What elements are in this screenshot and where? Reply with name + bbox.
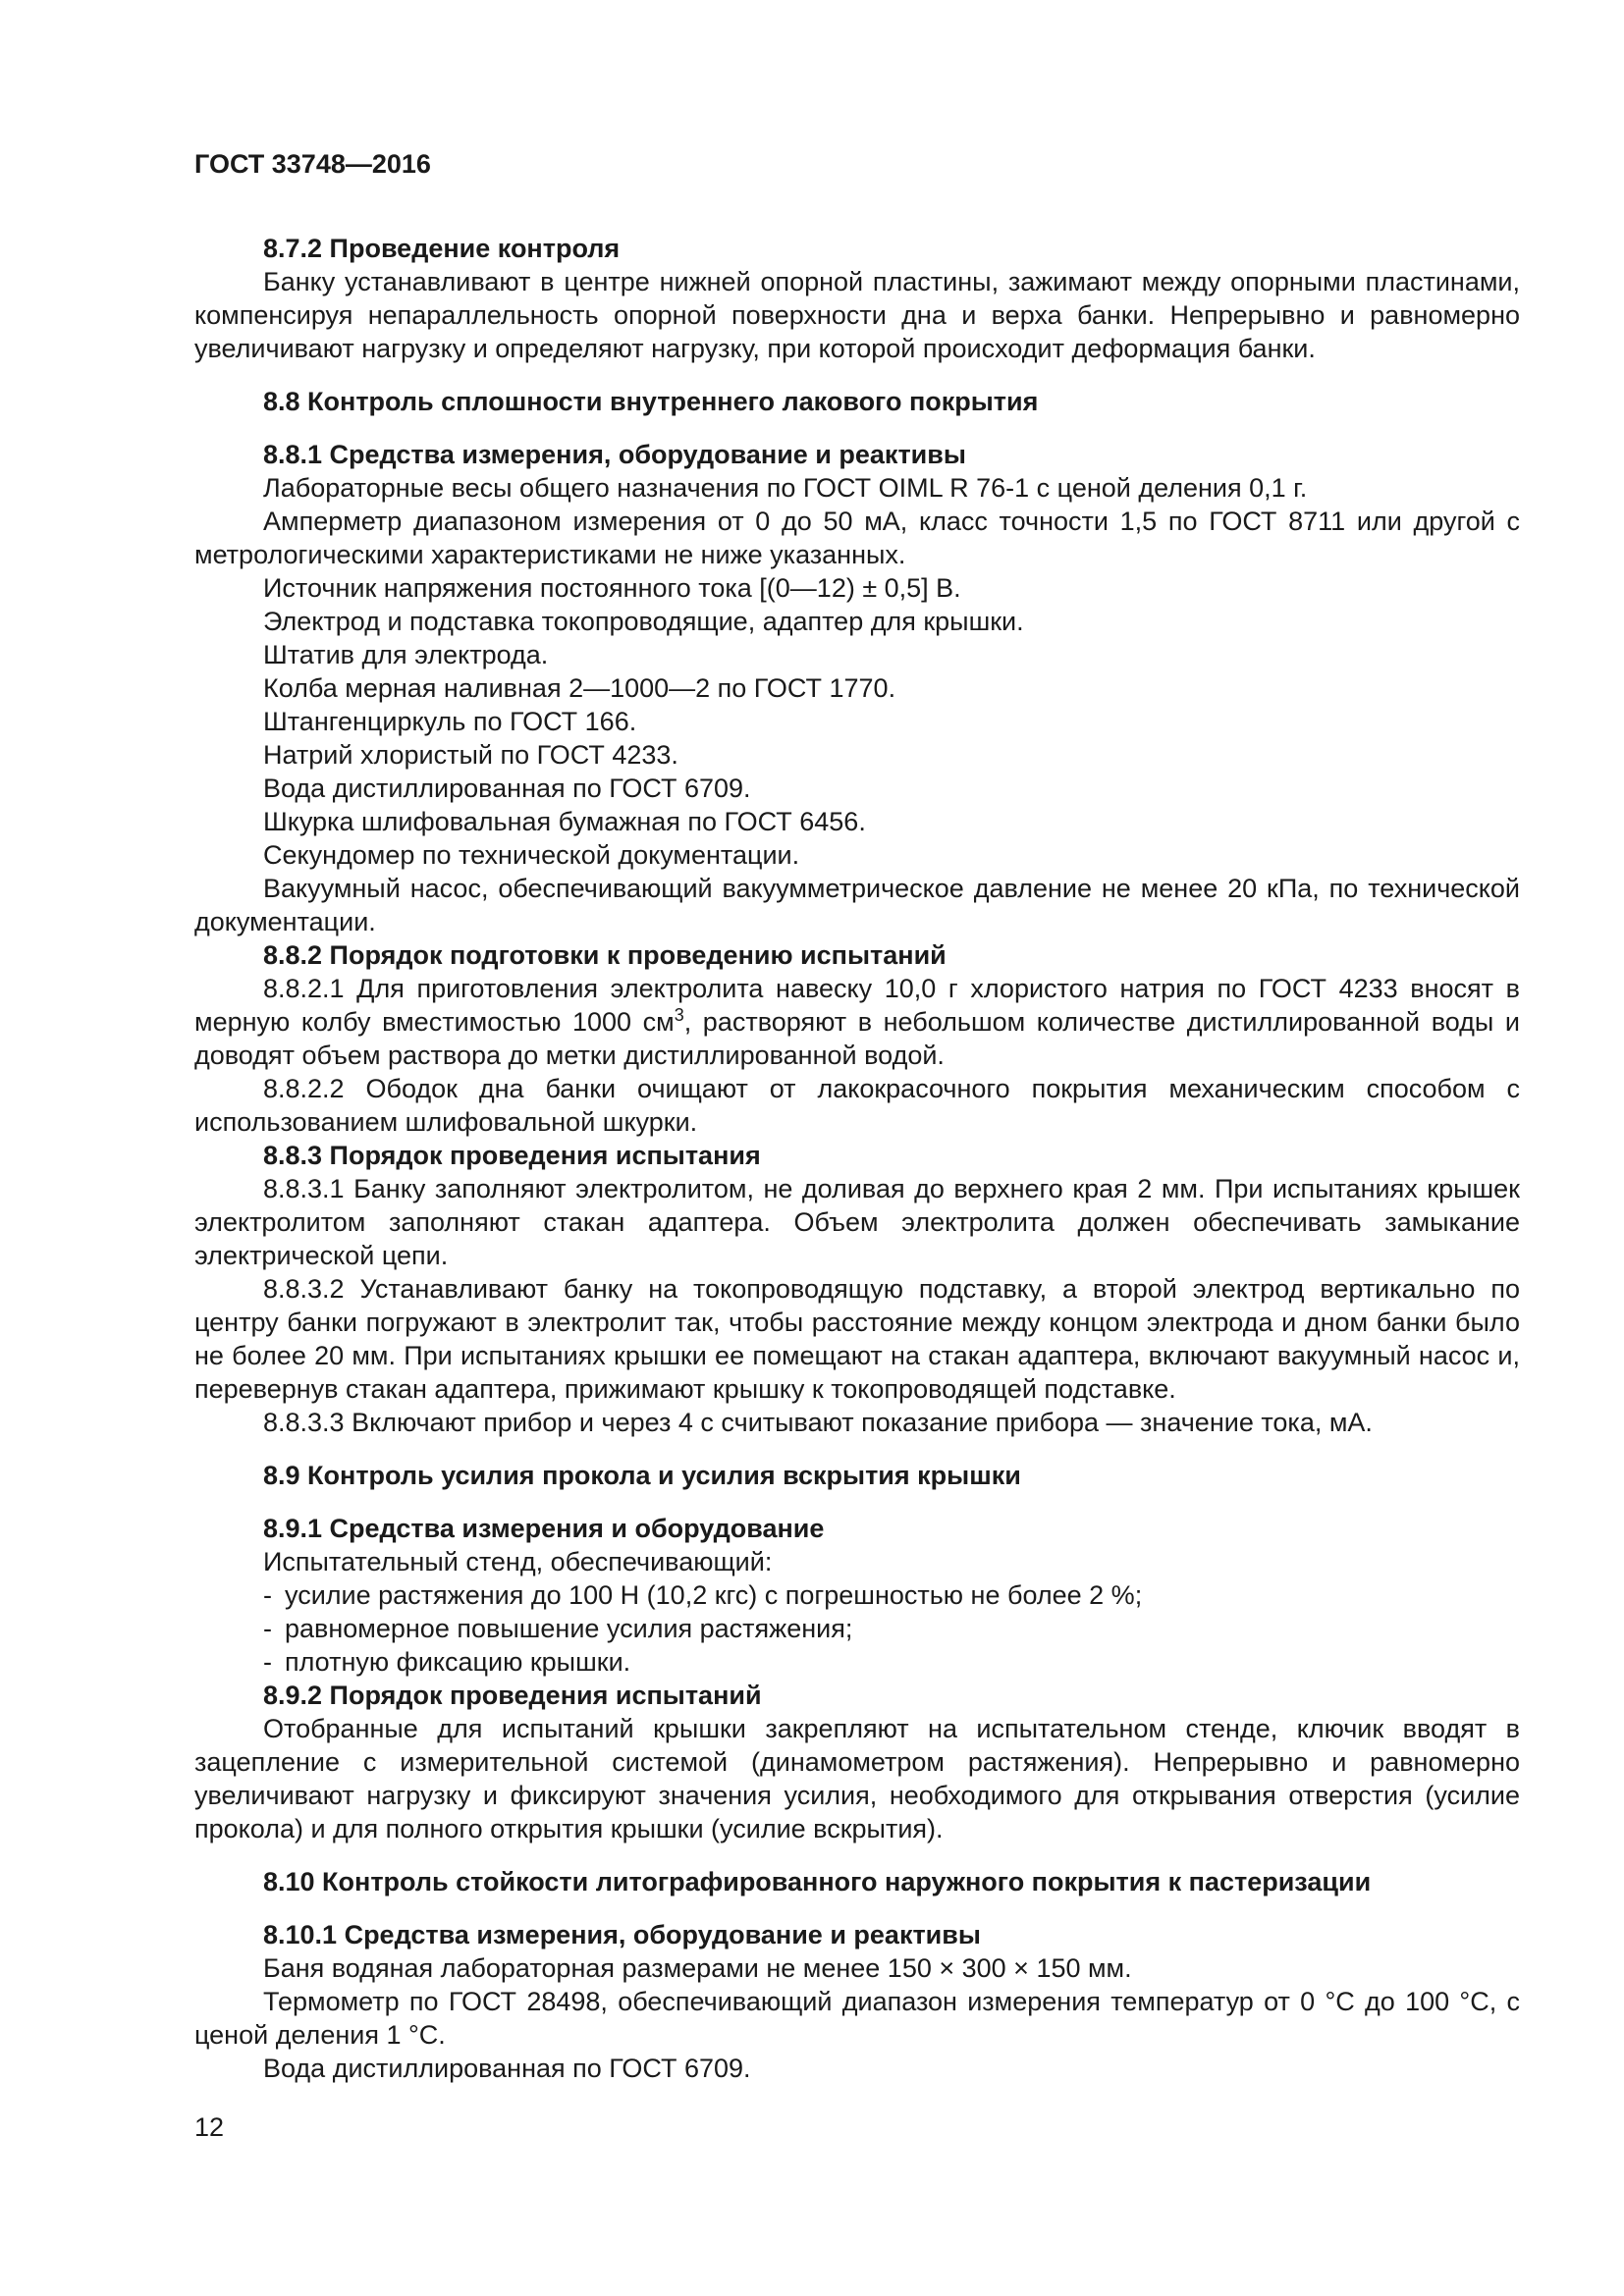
- paragraph: Секундомер по технической документации.: [263, 840, 800, 870]
- section-heading-8-10-1: 8.10.1 Средства измерения, оборудование и реактивы: [263, 1920, 981, 1949]
- document-header: ГОСТ 33748—2016: [194, 149, 431, 179]
- paragraph: Штатив для электрода.: [263, 640, 549, 669]
- paragraph: Натрий хлористый по ГОСТ 4233.: [263, 740, 678, 770]
- paragraph: Штангенциркуль по ГОСТ 166.: [263, 707, 637, 736]
- paragraph: Колба мерная наливная 2—1000—2 по ГОСТ 1770.: [263, 673, 896, 703]
- list-item-text: равномерное повышение усилия растяжения;: [285, 1614, 853, 1643]
- paragraph: 8.8.3.2 Устанавливают банку на токопроводящую подставку, а второй электрод вертикально по центру банки погружают в электролит так, чтобы расстояние между концом электрода и дном банки было не более 20 мм. При испытаниях крышки ее помещают на стакан адаптера, включают вакуумный насос и, перевернув стакан адаптера, прижимают крышку к токопроводящей подставке.: [194, 1274, 1520, 1404]
- section-heading-8-9-2: 8.9.2 Порядок проведения испытаний: [263, 1681, 762, 1710]
- paragraph: Отобранные для испытаний крышки закрепляют на испытательном стенде, ключик вводят в зацепление с измерительной системой (динамометром растяжения). Непрерывно и равномерно увеличивают нагрузку и фиксируют значения усилия, необходимого для открывания отверстия (усилие прокола) и для полного открытия крышки (усилие вскрытия).: [194, 1714, 1520, 1843]
- paragraph: Термометр по ГОСТ 28498, обеспечивающий диапазон измерения температур от 0 °С до 100 °С, с ценой деления 1 °С.: [194, 1987, 1520, 2050]
- section-heading-8-8-2: 8.8.2 Порядок подготовки к проведению испытаний: [263, 940, 947, 970]
- section-heading-8-8: 8.8 Контроль сплошности внутреннего лакового покрытия: [263, 387, 1039, 416]
- section-heading-8-8-1: 8.8.1 Средства измерения, оборудование и реактивы: [263, 440, 966, 469]
- paragraph: Шкурка шлифовальная бумажная по ГОСТ 6456.: [263, 807, 866, 836]
- section-heading-8-10: 8.10 Контроль стойкости литографированного наружного покрытия к пастеризации: [263, 1867, 1372, 1896]
- superscript: 3: [674, 1005, 684, 1025]
- list-item: - равномерное повышение усилия растяжения;: [263, 1614, 853, 1643]
- list-item-text: усилие растяжения до 100 Н (10,2 кгс) с погрешностью не более 2 %;: [285, 1580, 1143, 1610]
- list-item: - плотную фиксацию крышки.: [263, 1647, 631, 1677]
- section-heading-8-7-2: 8.7.2 Проведение контроля: [263, 234, 621, 263]
- paragraph: Источник напряжения постоянного тока [(0—12) ± 0,5] В.: [263, 573, 961, 603]
- list-item: - усилие растяжения до 100 Н (10,2 кгс) с погрешностью не более 2 %;: [263, 1580, 1143, 1610]
- paragraph-8-8-2-1: [194, 972, 1520, 1072]
- paragraph-text: 8.8.2.1 Для приготовления электролита навеску 10,0 г хлористого натрия по ГОСТ 4233 вносят в мерную колбу вместимостью 1000 см: [194, 974, 1520, 1037]
- paragraph: Электрод и подставка токопроводящие, адаптер для крышки.: [263, 607, 1024, 636]
- paragraph: Баня водяная лабораторная размерами не менее 150 × 300 × 150 мм.: [263, 1953, 1132, 1983]
- section-heading-8-8-3: 8.8.3 Порядок проведения испытания: [263, 1141, 761, 1170]
- list-item-text: плотную фиксацию крышки.: [285, 1647, 631, 1677]
- paragraph: 8.8.3.3 Включают прибор и через 4 с считывают показание прибора — значение тока, мА.: [263, 1408, 1373, 1437]
- section-heading-8-9: 8.9 Контроль усилия прокола и усилия вскрытия крышки: [263, 1461, 1021, 1490]
- paragraph-text: , растворяют в небольшом количестве дистиллированной воды и доводят объем раствора до метки дистиллированной водой.: [194, 1007, 1520, 1070]
- paragraph: 8.8.3.1 Банку заполняют электролитом, не доливая до верхнего края 2 мм. При испытаниях крышек электролитом заполняют стакан адаптера. Объем электролита должен обеспечивать замыкание электрической цепи.: [194, 1174, 1520, 1270]
- page-number: 12: [194, 2112, 225, 2142]
- paragraph: Вакуумный насос, обеспечивающий вакуумметрическое давление не менее 20 кПа, по технической документации.: [194, 874, 1520, 936]
- paragraph: Испытательный стенд, обеспечивающий:: [263, 1547, 773, 1576]
- paragraph: Амперметр диапазоном измерения от 0 до 50 мА, класс точности 1,5 по ГОСТ 8711 или другой с метрологическими характеристиками не ниже указанных.: [194, 507, 1520, 569]
- paragraph: 8.8.2.2 Ободок дна банки очищают от лакокрасочного покрытия механическим способом с использованием шлифовальной шкурки.: [194, 1074, 1520, 1137]
- document-page: [194, 147, 1520, 2085]
- paragraph: Лабораторные весы общего назначения по ГОСТ OIML R 76-1 с ценой деления 0,1 г.: [263, 473, 1308, 503]
- paragraph: Вода дистиллированная по ГОСТ 6709.: [263, 774, 751, 803]
- section-heading-8-9-1: 8.9.1 Средства измерения и оборудование: [263, 1514, 825, 1543]
- paragraph: Банку устанавливают в центре нижней опорной пластины, зажимают между опорными пластинами, компенсируя непараллельность опорной поверхности дна и верха банки. Непрерывно и равномерно увеличивают нагрузку и определяют нагрузку, при которой происходит деформация банки.: [194, 267, 1520, 363]
- paragraph: Вода дистиллированная по ГОСТ 6709.: [263, 2054, 751, 2083]
